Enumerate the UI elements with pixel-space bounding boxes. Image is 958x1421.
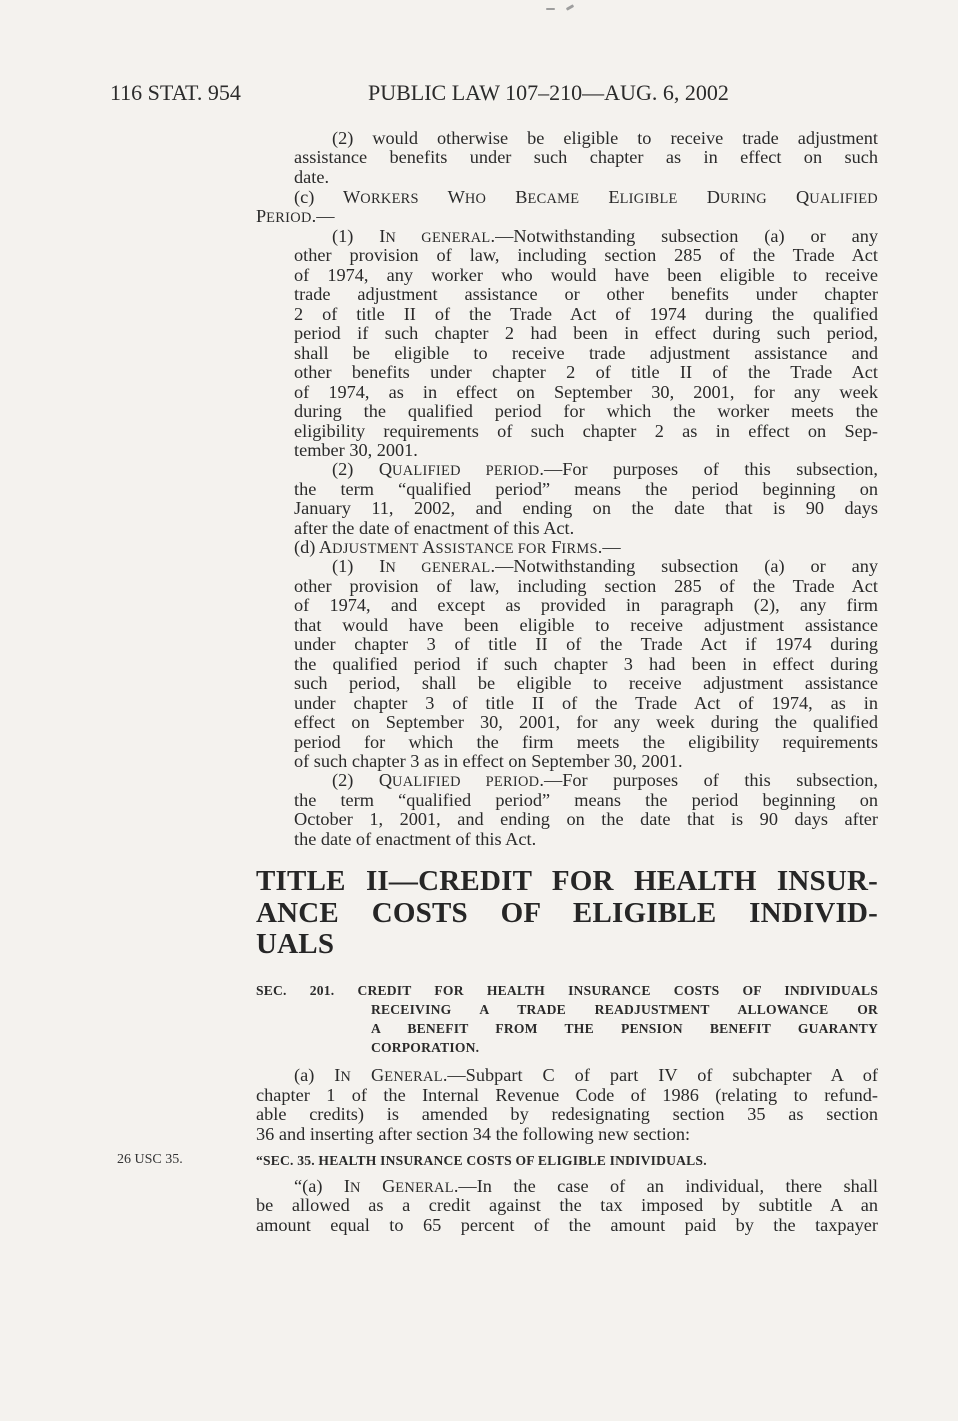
- body-line: 2 of title II of the Trade Act of 1974 during the qualified: [294, 304, 878, 324]
- section-35-heading: “SEC. 35. HEALTH INSURANCE COSTS OF ELIGIBLE INDIVIDUALS.: [256, 1153, 707, 1168]
- title-heading-line: UALS: [256, 928, 335, 960]
- body-line: during the qualified period for which the worker meets the: [294, 401, 878, 421]
- body-line: able credits) is amended by redesignating section 35 as section: [256, 1104, 878, 1124]
- title-heading-line: ANCE COSTS OF ELIGIBLE INDIVID-: [256, 897, 878, 929]
- body-line: under chapter 3 of title II of the Trade Act of 1974, as in: [294, 693, 878, 713]
- body-line: PERIOD.—: [256, 206, 335, 226]
- body-line: tember 30, 2001.: [294, 440, 418, 460]
- body-line: other benefits under chapter 2 of title II of the Trade Act: [294, 362, 878, 382]
- body-line: after the date of enactment of this Act.: [294, 518, 575, 538]
- body-line: (1) IN GENERAL.—Notwithstanding subsection (a) or any: [332, 226, 878, 246]
- margin-note: 26 USC 35.: [117, 1152, 183, 1167]
- page-reference: 116 STAT. 954: [110, 80, 241, 105]
- body-line: (d) ADJUSTMENT ASSISTANCE FOR FIRMS.—: [294, 537, 621, 557]
- body-line: (1) IN GENERAL.—Notwithstanding subsection (a) or any: [332, 556, 878, 576]
- body-line: shall be eligible to receive trade adjustment assistance and: [294, 343, 878, 363]
- body-line: such period, shall be eligible to receive adjustment assistance: [294, 673, 878, 693]
- section-heading-line: A BENEFIT FROM THE PENSION BENEFIT GUARANTY: [371, 1021, 878, 1036]
- scan-speck: [546, 8, 555, 10]
- body-line: 36 and inserting after section 34 the following new section:: [256, 1124, 691, 1144]
- body-line: the date of enactment of this Act.: [294, 829, 537, 849]
- body-line: (2) would otherwise be eligible to receive trade adjustment: [332, 128, 878, 148]
- body-line: amount equal to 65 percent of the amount paid by the taxpayer: [256, 1215, 878, 1235]
- body-line: the term “qualified period” means the period beginning on: [294, 479, 878, 499]
- body-line: of such chapter 3 as in effect on September 30, 2001.: [294, 751, 683, 771]
- body-line: under chapter 3 of title II of the Trade Act if 1974 during: [294, 634, 878, 654]
- body-line: the term “qualified period” means the period beginning on: [294, 790, 878, 810]
- body-line: that would have been eligible to receive adjustment assistance: [294, 615, 878, 635]
- body-line: other provision of law, including section 285 of the Trade Act: [294, 245, 878, 265]
- title-heading: TITLE II—CREDIT FOR HEALTH INSUR-: [256, 865, 878, 897]
- body-line: (a) IN GENERAL.—Subpart C of part IV of subchapter A of: [294, 1065, 878, 1085]
- body-line: October 1, 2001, and ending on the date that is 90 days after: [294, 809, 878, 829]
- body-line: January 11, 2002, and ending on the date that is 90 days: [294, 498, 878, 518]
- body-line: (2) QUALIFIED PERIOD.—For purposes of this subsection,: [332, 459, 878, 479]
- body-line: period for which the firm meets the eligibility requirements: [294, 732, 878, 752]
- body-line: eligibility requirements of such chapter 2 as in effect on Sep-: [294, 421, 878, 441]
- section-heading-line: RECEIVING A TRADE READJUSTMENT ALLOWANCE OR: [371, 1002, 878, 1017]
- body-line: of 1974, and except as provided in paragraph (2), any firm: [294, 595, 878, 615]
- body-line: chapter 1 of the Internal Revenue Code of 1986 (relating to refund-: [256, 1085, 878, 1105]
- body-line: be allowed as a credit against the tax imposed by subtitle A an: [256, 1195, 878, 1215]
- body-line: trade adjustment assistance or other benefits under chapter: [294, 284, 878, 304]
- body-line: date.: [294, 167, 330, 187]
- section-heading: SEC. 201. CREDIT FOR HEALTH INSURANCE COSTS OF INDIVIDUALS: [256, 983, 878, 998]
- body-line: (2) QUALIFIED PERIOD.—For purposes of this subsection,: [332, 770, 878, 790]
- body-line: the qualified period if such chapter 3 had been in effect during: [294, 654, 878, 674]
- body-line: assistance benefits under such chapter as in effect on such: [294, 147, 878, 167]
- body-line: of 1974, as in effect on September 30, 2001, for any week: [294, 382, 878, 402]
- body-line: effect on September 30, 2001, for any week during the qualified: [294, 712, 878, 732]
- section-heading-line: CORPORATION.: [371, 1040, 480, 1055]
- body-line: of 1974, any worker who would have been eligible to receive: [294, 265, 878, 285]
- body-line: period if such chapter 2 had been in effect during such period,: [294, 323, 878, 343]
- body-line: (c) WORKERS WHO BECAME ELIGIBLE DURING QUALIFIED: [294, 187, 878, 207]
- body-line: other provision of law, including section 285 of the Trade Act: [294, 576, 878, 596]
- body-line: “(a) IN GENERAL.—In the case of an individual, there shall: [294, 1176, 878, 1196]
- public-law-reference: PUBLIC LAW 107–210—AUG. 6, 2002: [368, 80, 729, 105]
